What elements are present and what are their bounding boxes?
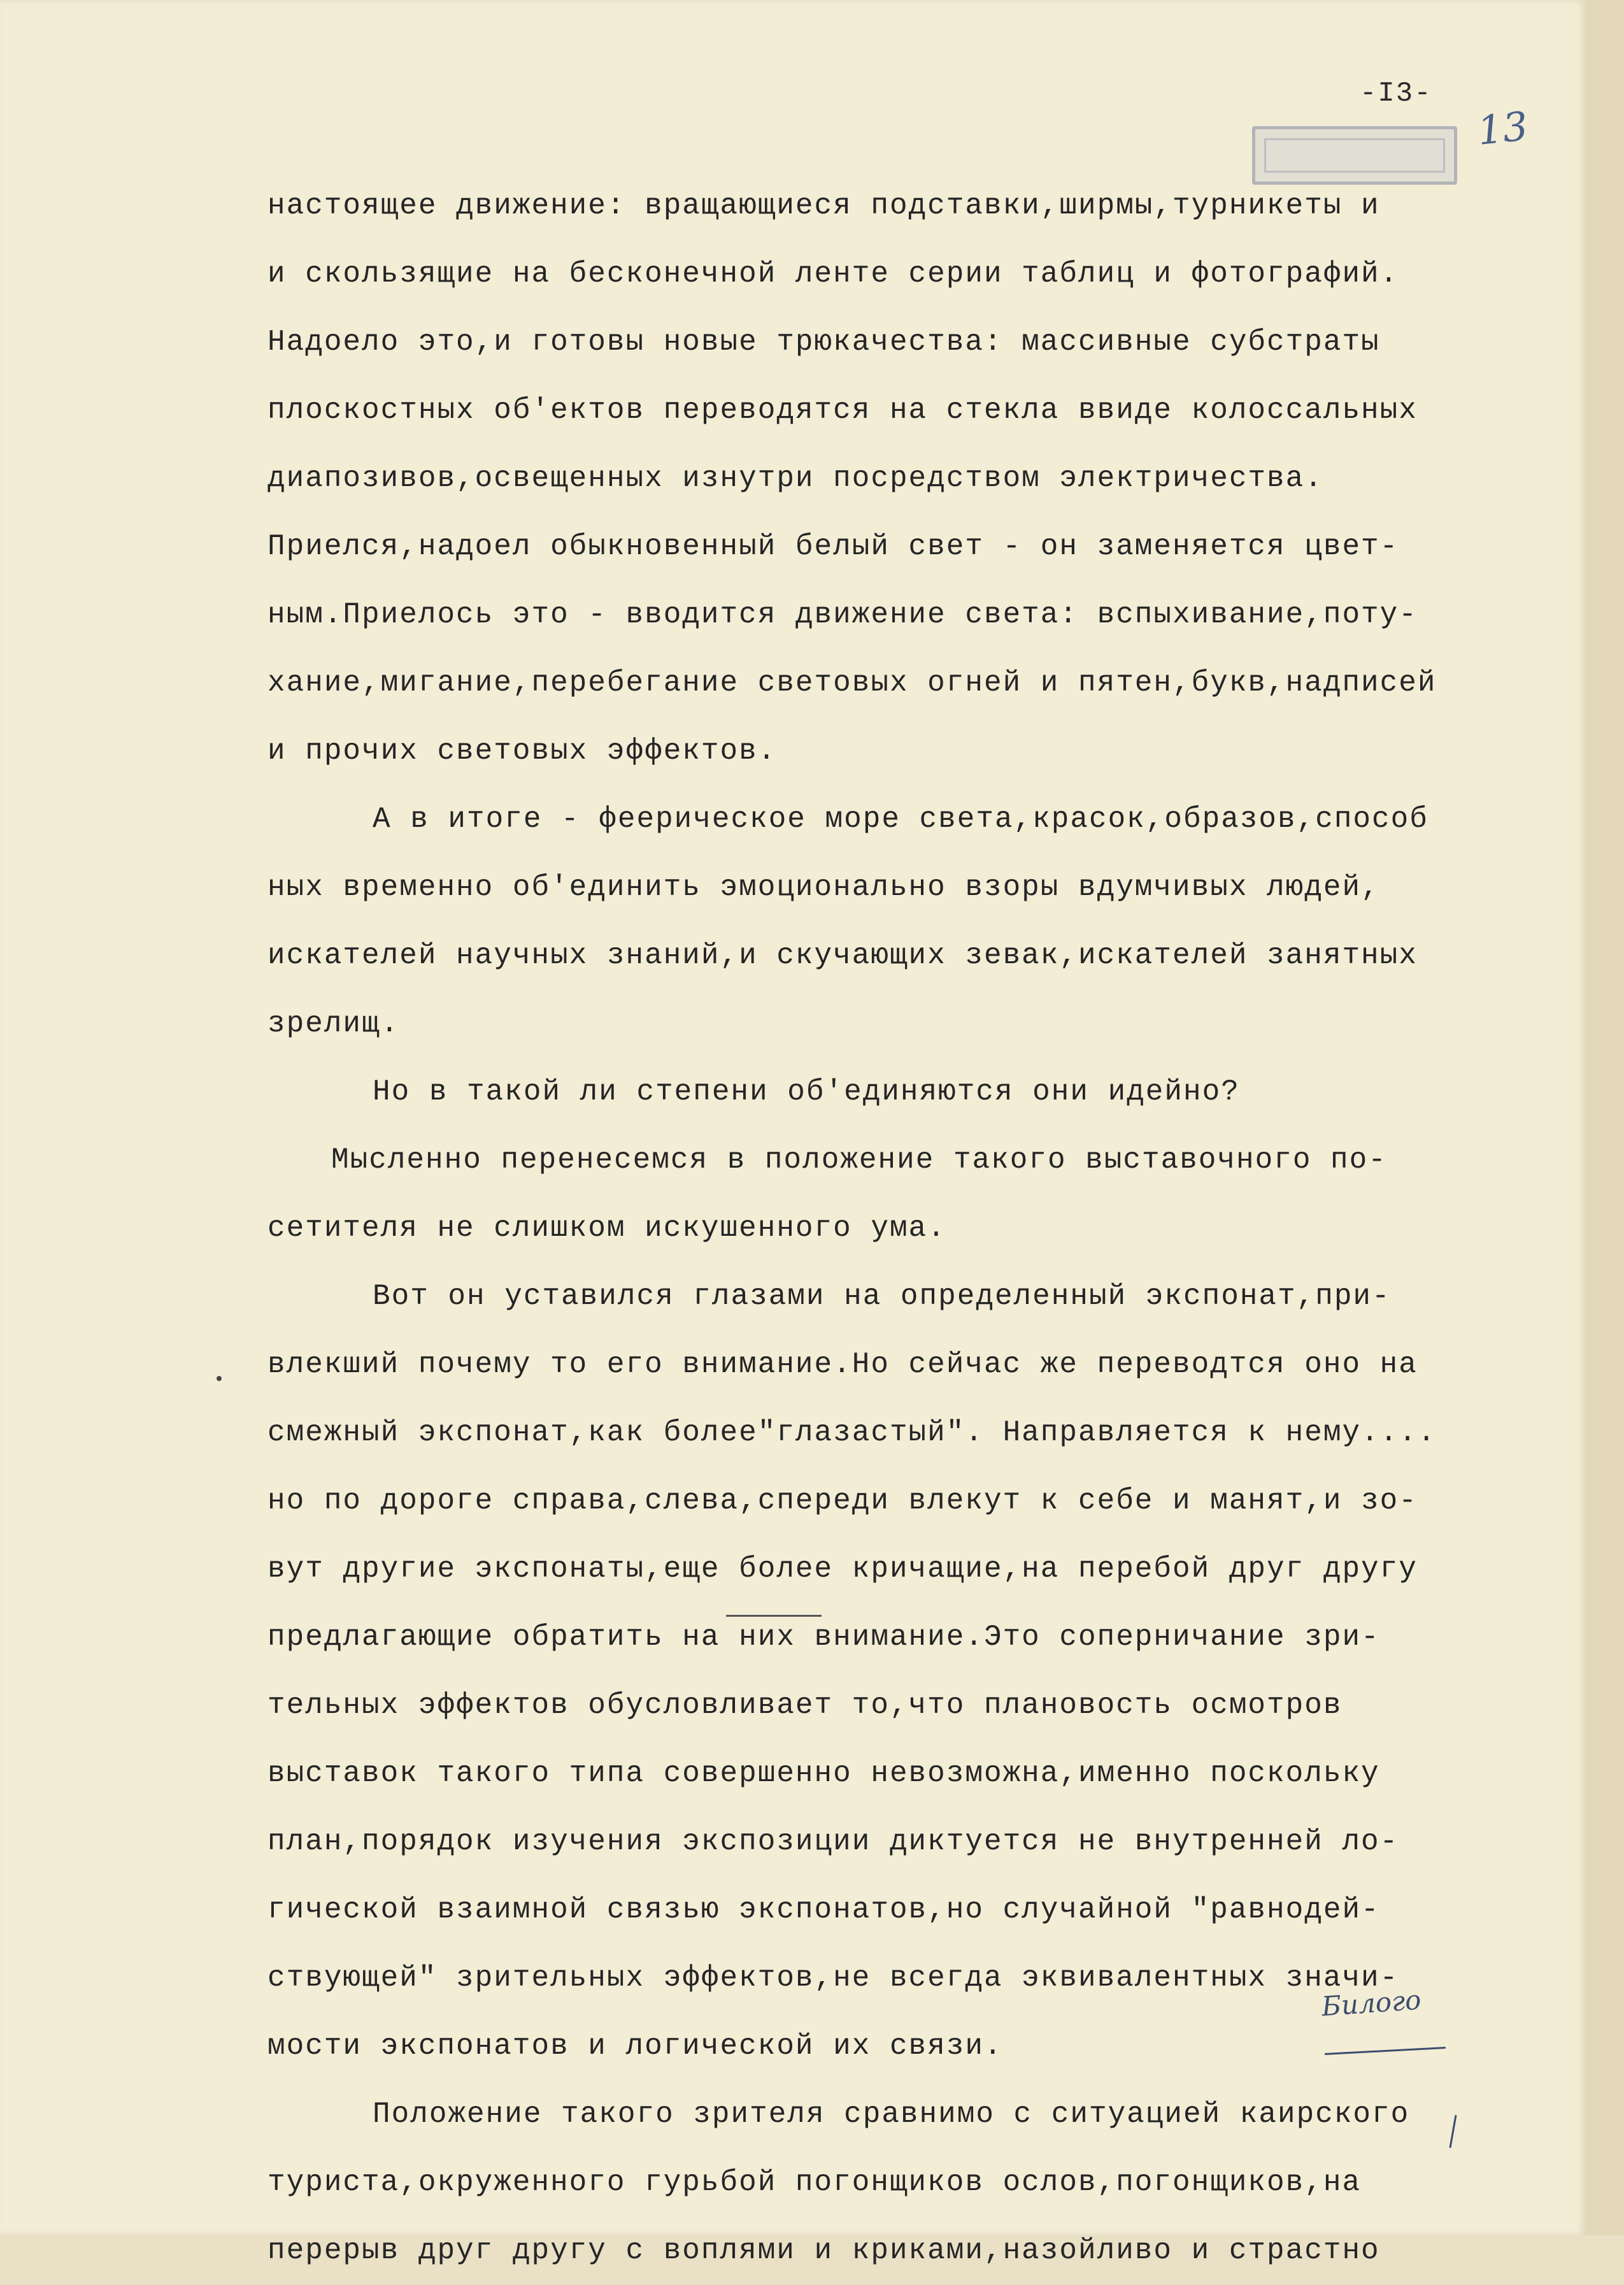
text-line: Положение такого зрителя сравнимо с ситуацией каирского [373, 2098, 1410, 2131]
text-line: предлагающие обратить на них внимание.Это соперничание зри- [267, 1621, 1380, 1654]
text-line: мости экспонатов и логической их связи. [267, 2030, 1003, 2063]
text-line: Приелся,надоел обыкновенный белый свет - он заменяется цвет- [267, 530, 1399, 563]
text-line: план,порядок изучения экспозиции диктуется не внутренней ло- [267, 1825, 1399, 1858]
text-line: ствующей" зрительных эффектов,не всегда эквивалентных значи- [267, 1961, 1399, 1995]
text-line: тельных эффектов обусловливает то,что плановость осмотров [267, 1689, 1343, 1722]
text-line: перерыв друг другу с воплями и криками,назойливо и страстно [267, 2234, 1380, 2267]
text-line: искателей научных знаний,и скучающих зевак,искателей занятных [267, 939, 1418, 972]
text-line: сетителя не слишком искушенного ума. [267, 1212, 946, 1245]
text-line: влекший почему то его внимание.Но сейчас же переводтся оно на [267, 1348, 1418, 1381]
text-line: зрелищ. [267, 1007, 400, 1040]
text-line: ным.Приелось это - вводится движение света: вспыхивание,поту- [267, 598, 1418, 631]
text-line: Надоело это,и готовы новые трюкачества: массивные субстраты [267, 326, 1380, 359]
page-number: -I3- [1360, 78, 1432, 110]
text-line: диапозивов,освещенных изнутри посредством электричества. [267, 462, 1323, 495]
text-line: но по дороге справа,слева,спереди влекут к себе и манят,и зо- [267, 1484, 1418, 1517]
handwritten-page-number: 13 [1475, 103, 1530, 154]
text-line: Вот он уставился глазами на определенный экспонат,при- [373, 1280, 1391, 1313]
margin-dot [217, 1376, 222, 1381]
text-line: настоящее движение: вращающиеся подставки,ширмы,турникеты и [267, 189, 1380, 222]
text-line: ных временно об'единить эмоционально взоры вдумчивых людей, [267, 871, 1380, 904]
text-line: Но в такой ли степени об'единяются они идейно? [373, 1075, 1240, 1108]
text-line: смежный экспонат,как более"глазастый". Направляется к нему.... [267, 1416, 1437, 1449]
margin-annotation: Билого [1320, 1984, 1422, 2023]
paper-edge [1586, 0, 1624, 2235]
text-line: гической взаимной связью экспонатов,но случайной "равнодей- [267, 1893, 1380, 1926]
text-line: хание,мигание,перебегание световых огней и пятен,букв,надписей [267, 666, 1437, 699]
text-line: плоскостных об'ектов переводятся на стекла ввиде колоссальных [267, 394, 1418, 427]
text-line: А в итоге - феерическое море света,красок,образов,способ [373, 803, 1428, 836]
text-line: вут другие экспонаты,еще более кричащие,на перебой друг другу [267, 1552, 1418, 1586]
text-line: и скользящие на бесконечной ленте серии таблиц и фотографий. [267, 257, 1399, 290]
underline-mark [726, 1615, 822, 1617]
text-line: и прочих световых эффектов. [267, 734, 777, 768]
typewritten-text [267, 172, 1586, 2285]
text-line: Мысленно перенесемся в положение такого выставочного по- [331, 1143, 1387, 1177]
text-line: выставок такого типа совершенно невозможна,именно поскольку [267, 1757, 1380, 1790]
text-line: туриста,окруженного гурьбой погонщиков ослов,погонщиков,на [267, 2166, 1362, 2199]
